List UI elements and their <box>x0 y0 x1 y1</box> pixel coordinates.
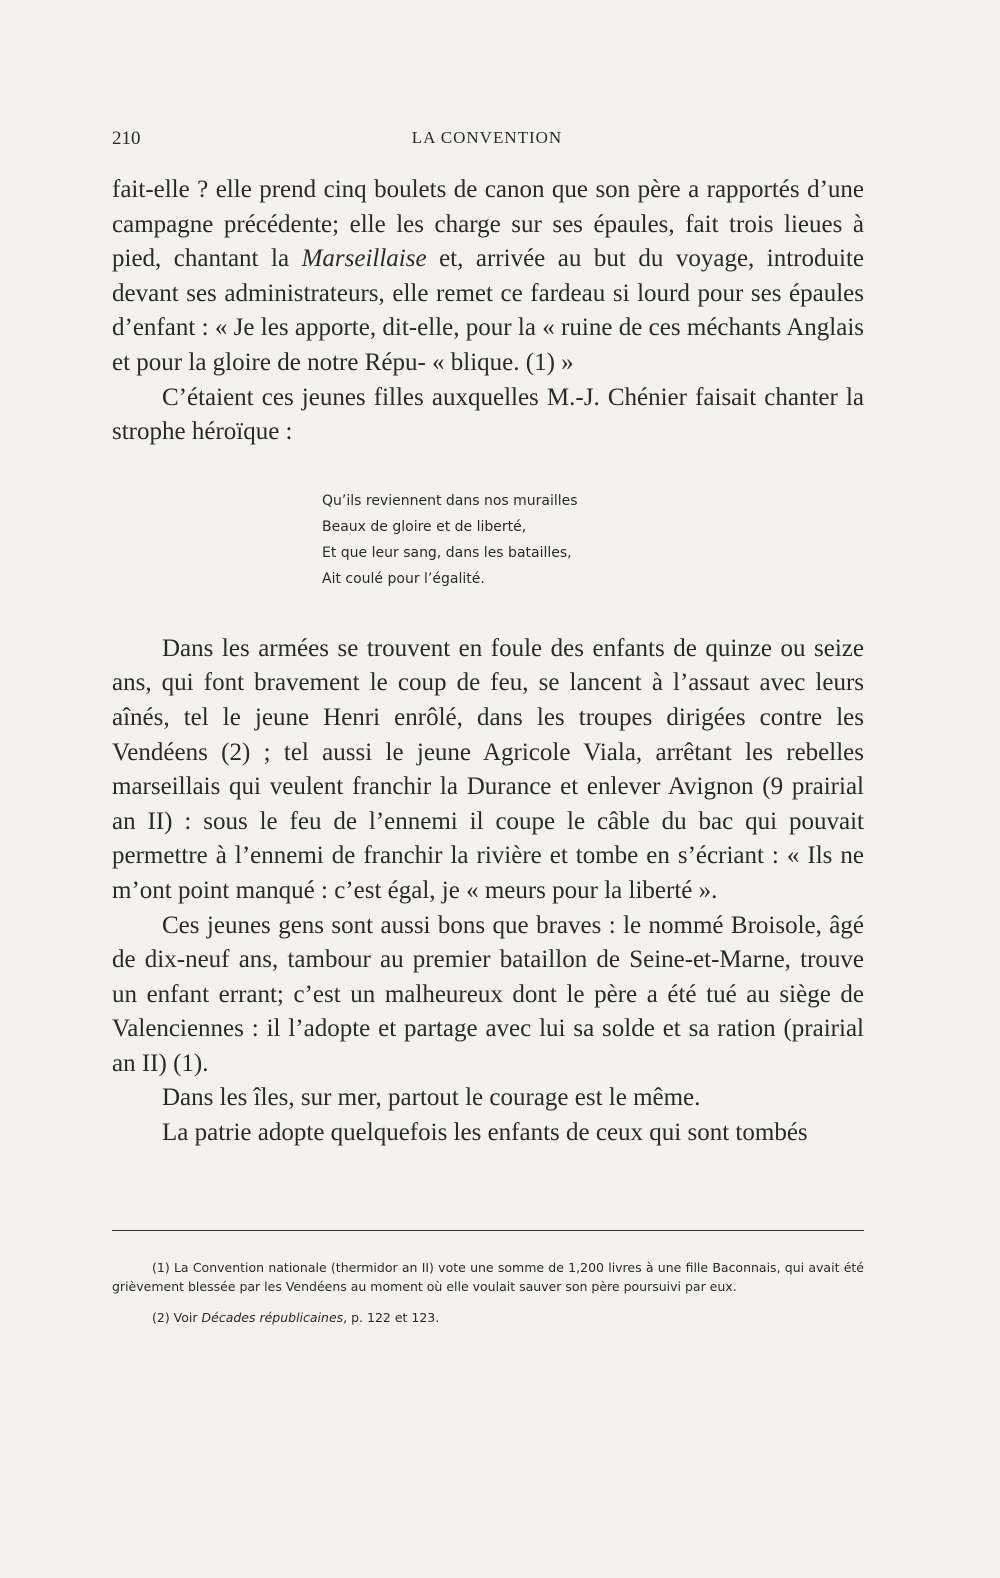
body-text <box>112 173 864 1151</box>
footnote-text: (2) Voir <box>152 1310 202 1325</box>
footnote-text: , p. 122 et 123. <box>343 1310 440 1325</box>
page-number: 210 <box>112 128 141 149</box>
verse-quote <box>322 488 864 592</box>
footnote <box>112 1308 864 1327</box>
italic-title: Marseillaise <box>301 245 427 273</box>
paragraph: Dans les îles, sur mer, partout le courage est le même. <box>162 1084 701 1112</box>
paragraph: La patrie adopte quelquefois les enfants de ceux qui sont tombés <box>162 1119 808 1147</box>
running-head: LA CONVENTION <box>411 128 563 147</box>
paragraph: Dans les armées se trouvent en foule des enfants de quinze ou seize ans, qui font bravement le coup de feu, se lancent à l’assaut avec leurs aînés, tel le jeune Henri enrôlé, dans les troupes dirigées contre les Vendéens (2) ; tel aussi le jeune Agricole Viala, arrêtant les rebelles marseillais qui veulent franchir la Durance et enlever Avignon (9 prairial an II) : sous le feu de l’ennemi il coupe le câble du bac qui pouvait permettre à l’ennemi de franchir la rivière et tombe en s’écriant : « Ils ne m’ont point manqué : c’est égal, je « meurs pour la liberté ». <box>112 634 864 904</box>
italic-title: Décades républicaines <box>201 1310 344 1325</box>
paragraph: C’étaient ces jeunes filles auxquelles M.-J. Chénier faisait chanter la strophe héroïque : <box>112 383 864 446</box>
footnote: (1) La Convention nationale (thermidor an II) vote une somme de 1,200 livres à une fille Baconnais, qui avait été grièvement blessée par les Vendéens au moment où elle voulait sauver son père poursuivi par eux. <box>112 1260 864 1294</box>
paragraph-text: fait-elle ? elle prend cinq boulets de canon que son père a rapportés d’une campagne précédente; elle les charge sur ses épaules, fait trois lieues à pied, chantant la <box>112 176 864 273</box>
paragraph <box>112 173 864 381</box>
verse-line: Et que leur sang, dans les batailles, <box>322 544 572 561</box>
page-header <box>112 128 862 158</box>
verse-line: Beaux de gloire et de liberté, <box>322 518 527 535</box>
verse-line: Ait coulé pour l’égalité. <box>322 570 485 587</box>
footnote-divider <box>112 1230 864 1231</box>
footnotes <box>112 1258 864 1327</box>
verse-line: Qu’ils reviennent dans nos murailles <box>322 492 578 509</box>
paragraph-text: et, arrivée au but du voyage, introduite devant ses administrateurs, elle remet ce fardeau si lourd pour ses épaules d’enfant : « Je les apporte, dit-elle, pour la « ruine de ces méchants Anglais et pour la gloire de notre Répu- « blique. (1) » <box>112 245 865 376</box>
paragraph: Ces jeunes gens sont aussi bons que braves : le nommé Broisole, âgé de dix-neuf ans, tambour au premier bataillon de Seine-et-Marne, trouve un enfant errant; c’est un malheureux dont le père a été tué au siège de Valenciennes : il l’adopte et partage avec lui sa solde et sa ration (prairial an II) (1). <box>112 911 864 1077</box>
